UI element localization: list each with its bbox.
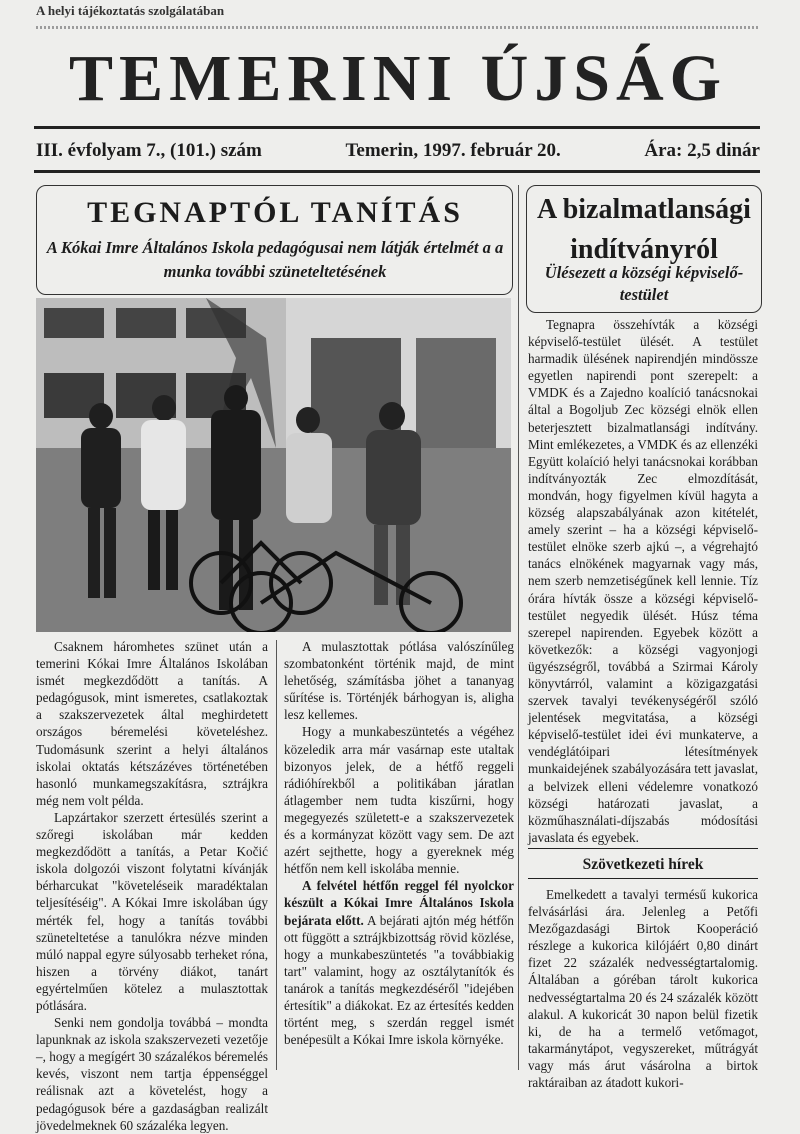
paragraph: Tegnapra összehívták a községi képviselő-testület ülését. A testület harmadik ülésének napirendjén mindössze egyetlen napirendi pont szerepelt: a VMDK és a Zajedno koalíció tanácsnokai által a Bogoljub Zec községi elnök ellen beterjesztett bizalmatlansági indítvány. Mint emlékezetes, a VMDK és az ellenzéki Együtt kolaíció helyi tanácsnokai korábban indítványozták Zec elmozdítását, mondván, hogy figyelmen kívül hagyta a község alapszabályának azon kitételét, amely szerint – ha a községi képviselő-testület elnöke szerb ajkú –, a végrehajtó tanács elnökének magyarnak vagy más, nem szerb nemzetiségűnek kell lennie. Tíz órára hívták össze a községi képviselő-testület negyedik ülését. Húsz téma szerepel napirenden. Egyebek között a következők: a községi vagyonjogi ügyészségről, továbbá a Szirmai Károly könyvtárról, valamint a közigazgatási szervek tavalyi tevékenységéről szóló jelentések megvitatása, a községi képviselő-testület idei évi munkaterve, a vendéglátóipari létesítmények munkaidejének szabályozására tett javaslat, a belvizek elleni védelemre vonatkozó községi határozati javaslat, a közműhasználati-díjszabás módosítási javaslata és egyebek. (528, 317, 758, 845)
paragraph: Lapzártakor szerzett értesülés szerint a szőregi iskolában már kedden megkezdődött a tanítás, a Petar Kočić iskola dolgozói viszont folytatni kívánják bérharcukat "követeléseik maradéktalan teljesítéséig". A Kókai Imre iskolában úgy mérték fel, hogy a tanítás további szüneteltetése a tanulókra nézve minden múló nappal egyre súlyosabb terheket róna, hiszen a törvény diákot, tanárt egyértelműen kötelez a mulasztottak pótlására. (36, 809, 268, 1013)
paragraph: Emelkedett a tavalyi termésű kukorica felvásárlási ára. Jelenleg a Petőfi Mezőgazdasági Birtok Kooperáció részlege a kukorica kilójáért 0,80 dinárt fizet 22 százalék nedvességtartalomig. Általában a góréban tárolt kukorica nedvességtartalma 20 és 24 százalék között alakul. A kukoricát 30 napon belül fizetik ki, de ha a termelő vetőmagot, takarmánytápot, vegyszereket, műtrágyát vagy más árut vásárolna a birtok raktáraiban az átadott kukori- (528, 887, 758, 1091)
paragraph: Csaknem háromhetes szünet után a temerini Kókai Imre Általános Iskolában ismét megkezdődött a tanítás. A pedagógusok, mint ismeretes, csatlakoztak a szakszervezetek által meghirdetett országos béremelési követeléshez. Tudomásunk szerint a helyi általános iskolai oktatás kétszázéves történetében hasonló munkamegszakításra, sztrájkra még nem volt példa. (36, 639, 268, 808)
photo-illustration (36, 298, 511, 632)
column-separator (276, 640, 277, 1070)
section-rule (528, 848, 758, 849)
price: Ára: 2,5 dinár (644, 140, 760, 161)
article3-body (528, 886, 758, 1091)
article1-subheadline: A Kókai Imre Általános Iskola pedagógusai nem látják értelmét a a munka további szüneteltetésének (46, 238, 504, 281)
issue-line (36, 140, 760, 162)
paragraph: Senki nem gondolja továbbá – mondta lapunknak az iskola szakszervezeti vezetője –, hogy a megígért 30 százalékos béremelés kevés, viszont nem tartja éppenséggel reálisnak azt a követelést, hogy a pedagógusok bére a gazdaságban realizált jövedelmeknek 60 százaléka legyen. (36, 1015, 268, 1133)
paragraph: Hogy a munkabeszüntetés a végéhez közeledik arra már vasárnap este utaltak bizonyos jelek, de a hétfő reggeli rádióhírekből a politikában járatlan átlagember nem tudta kiszűrni, hogy megegyezés született-e a szakszervezetek és a kormányzat között vagy sem. De azt azért sejthette, hogy a gyereknek még hétfőn nem kell iskolába mennie. (284, 724, 514, 877)
section-rule (528, 878, 758, 879)
volume-number: III. évfolyam 7., (101.) szám (36, 140, 262, 161)
article1-column1 (36, 638, 268, 1134)
tagline: A helyi tájékoztatás szolgálatában (36, 3, 225, 18)
article2-subheadline: Ülésezett a községi képviselő-testület (544, 263, 744, 304)
article2-headline: A bizalmatlansági indítványról (537, 194, 751, 265)
article2-body (528, 316, 758, 846)
issue-rule (34, 170, 760, 173)
place-date: Temerin, 1997. február 20. (345, 140, 561, 161)
column-separator (518, 185, 519, 1070)
paragraph: A mulasztottak pótlása valószínűleg szombatonként történik majd, de mint lehetőség, számításba jöhet a tananyag sűrítése is. Történjék bárhogyan is, aligha lesz kellemes. (284, 639, 514, 723)
school-photo (36, 298, 511, 632)
article1-headline: TEGNAPTÓL TANÍTÁS (87, 196, 463, 229)
dotted-divider (36, 26, 760, 29)
newspaper-title: TEMERINI ÚJSÁG (69, 42, 727, 115)
paragraph (284, 877, 514, 1048)
title-rule (34, 126, 760, 129)
caption-continuation: A bejárati ajtón még hétfőn ott függött a sztrájkbizottság rövid közlése, hogy a munkabeszüntetés "a továbbiakig tart" valamint, hogy az osztálytanítók és tanárok a tanítás megkezdéséről "idejében értesítik" a diákokat. Ez az értesítés kedden történt meg, s szerdán reggel ismét benépesült a Kókai Imre iskola környéke. (284, 912, 514, 1048)
article1-column2 (284, 638, 514, 1048)
photo-caption: A felvétel hétfőn reggel fél nyolckor készült a Kókai Imre Általános Iskola bejárata előtt. (284, 878, 514, 928)
section-title: Szövetkezeti hírek (582, 856, 704, 873)
